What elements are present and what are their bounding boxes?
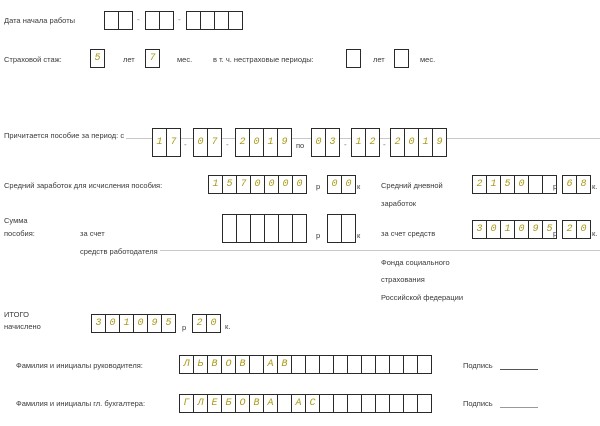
- employer-funds-label: за счет: [80, 229, 105, 238]
- months-unit: мес.: [177, 55, 193, 64]
- accountant-signature-label: Подпись: [463, 399, 493, 408]
- fund-rub-field[interactable]: [472, 220, 556, 239]
- char-cell[interactable]: [375, 394, 390, 413]
- char-cell[interactable]: [347, 394, 362, 413]
- char-cell[interactable]: 0: [206, 314, 221, 333]
- char-cell[interactable]: Л: [179, 355, 194, 374]
- char-cell[interactable]: 0: [327, 175, 342, 194]
- char-cell[interactable]: [292, 214, 307, 243]
- period-from-day-field[interactable]: [152, 128, 180, 157]
- char-cell[interactable]: 1: [351, 128, 366, 157]
- char-cell[interactable]: 0: [514, 220, 529, 239]
- char-cell[interactable]: 7: [166, 128, 181, 157]
- avg-daily-label-cont: заработок: [381, 199, 417, 208]
- date-separator: -: [383, 140, 386, 149]
- employer-kop-field[interactable]: [327, 214, 355, 243]
- char-cell[interactable]: 0: [249, 128, 264, 157]
- char-cell[interactable]: 3: [472, 220, 487, 239]
- char-cell[interactable]: [417, 394, 432, 413]
- char-cell[interactable]: 5: [161, 314, 176, 333]
- fund-name-line3: Российской федерации: [381, 293, 464, 302]
- char-cell[interactable]: 0: [133, 314, 148, 333]
- char-cell[interactable]: [361, 355, 376, 374]
- manager-name-field[interactable]: [179, 355, 431, 374]
- manager-name-label: Фамилия и инициалы руководителя:: [16, 361, 143, 370]
- char-cell[interactable]: [159, 11, 174, 30]
- char-cell[interactable]: [333, 355, 348, 374]
- char-cell[interactable]: [186, 11, 201, 30]
- period-to-label: по: [296, 141, 305, 150]
- rub-unit: р: [553, 182, 558, 191]
- avg-earnings-label: Средний заработок для исчисления пособия:: [4, 181, 163, 190]
- non-insurance-months-field[interactable]: [394, 49, 408, 68]
- char-cell[interactable]: 6: [562, 175, 577, 194]
- char-cell[interactable]: [403, 394, 418, 413]
- char-cell[interactable]: 0: [250, 175, 265, 194]
- rub-unit: р: [316, 231, 321, 240]
- char-cell[interactable]: [319, 355, 334, 374]
- non-insurance-years-field[interactable]: [346, 49, 360, 68]
- non-insurance-label: в т. ч. нестраховые периоды:: [213, 55, 314, 64]
- work-start-month-field[interactable]: [145, 11, 173, 30]
- period-to-year-field[interactable]: [390, 128, 446, 157]
- period-from-month-field[interactable]: [193, 128, 221, 157]
- avg-daily-rub-field[interactable]: [472, 175, 556, 194]
- char-cell[interactable]: [417, 355, 432, 374]
- char-cell[interactable]: [222, 214, 237, 243]
- char-cell[interactable]: [236, 214, 251, 243]
- char-cell[interactable]: 5: [222, 175, 237, 194]
- char-cell[interactable]: 0: [576, 220, 591, 239]
- insurance-experience-label: Страховой стаж:: [4, 55, 62, 64]
- char-cell[interactable]: [277, 394, 292, 413]
- char-cell[interactable]: [389, 394, 404, 413]
- char-cell[interactable]: [214, 11, 229, 30]
- char-cell[interactable]: 5: [542, 220, 557, 239]
- char-cell[interactable]: 0: [404, 128, 419, 157]
- char-cell[interactable]: [305, 355, 320, 374]
- total-label: ИТОГО: [4, 310, 29, 319]
- total-kop-field[interactable]: [192, 314, 220, 333]
- char-cell[interactable]: 0: [278, 175, 293, 194]
- char-cell[interactable]: 1: [152, 128, 167, 157]
- char-cell[interactable]: 0: [292, 175, 307, 194]
- char-cell[interactable]: 1: [418, 128, 433, 157]
- experience-years-field[interactable]: [90, 49, 104, 68]
- char-cell[interactable]: 9: [147, 314, 162, 333]
- char-cell[interactable]: 2: [472, 175, 487, 194]
- benefit-sum-label-cont: пособия:: [4, 229, 35, 238]
- char-cell[interactable]: [528, 175, 543, 194]
- rub-unit: р: [182, 323, 187, 332]
- char-cell[interactable]: Е: [207, 394, 222, 413]
- accountant-name-field[interactable]: [179, 394, 431, 413]
- char-cell[interactable]: 3: [325, 128, 340, 157]
- char-cell[interactable]: [250, 214, 265, 243]
- period-to-day-field[interactable]: [311, 128, 339, 157]
- char-cell[interactable]: [341, 214, 356, 243]
- char-cell[interactable]: [264, 214, 279, 243]
- char-cell[interactable]: [118, 11, 133, 30]
- char-cell[interactable]: 0: [193, 128, 208, 157]
- kop-unit: к: [357, 231, 361, 240]
- experience-months-field[interactable]: [145, 49, 159, 68]
- kop-unit: к.: [592, 229, 598, 238]
- char-cell[interactable]: [145, 11, 160, 30]
- char-cell[interactable]: Г: [179, 394, 194, 413]
- char-cell[interactable]: 2: [235, 128, 250, 157]
- months-unit: мес.: [420, 55, 436, 64]
- char-cell[interactable]: [346, 49, 361, 68]
- char-cell[interactable]: 9: [432, 128, 447, 157]
- char-cell[interactable]: [389, 355, 404, 374]
- char-cell[interactable]: [228, 11, 243, 30]
- employer-funds-label-cont: средств работодателя: [80, 247, 158, 256]
- benefit-sum-label: Сумма: [4, 216, 28, 225]
- char-cell[interactable]: В: [249, 394, 264, 413]
- char-cell[interactable]: [200, 11, 215, 30]
- work-start-year-field[interactable]: [186, 11, 242, 30]
- char-cell[interactable]: 7: [145, 49, 160, 68]
- char-cell[interactable]: 7: [207, 128, 222, 157]
- period-from-year-field[interactable]: [235, 128, 291, 157]
- fund-kop-field[interactable]: [562, 220, 590, 239]
- char-cell[interactable]: 0: [264, 175, 279, 194]
- char-cell[interactable]: [249, 355, 264, 374]
- period-to-month-field[interactable]: [351, 128, 379, 157]
- char-cell[interactable]: Б: [221, 394, 236, 413]
- work-start-label: Дата начала работы: [4, 16, 76, 25]
- char-cell[interactable]: О: [235, 394, 250, 413]
- date-separator: -: [344, 140, 347, 149]
- char-cell[interactable]: [327, 214, 342, 243]
- char-cell[interactable]: 5: [90, 49, 105, 68]
- char-cell[interactable]: 3: [91, 314, 106, 333]
- char-cell[interactable]: 7: [236, 175, 251, 194]
- kop-unit: к.: [225, 322, 231, 331]
- char-cell[interactable]: 1: [119, 314, 134, 333]
- char-cell[interactable]: 1: [500, 220, 515, 239]
- char-cell[interactable]: [375, 355, 390, 374]
- char-cell[interactable]: 5: [500, 175, 515, 194]
- char-cell[interactable]: А: [263, 394, 278, 413]
- avg-daily-label: Средний дневной: [381, 181, 443, 190]
- manager-signature-line[interactable]: [500, 369, 538, 370]
- fund-name-line2: страхования: [381, 275, 425, 284]
- char-cell[interactable]: С: [305, 394, 320, 413]
- date-separator: -: [184, 140, 187, 149]
- char-cell[interactable]: 2: [365, 128, 380, 157]
- char-cell[interactable]: В: [277, 355, 292, 374]
- accountant-name-label: Фамилия и инициалы гл. бухгалтера:: [16, 399, 146, 408]
- char-cell[interactable]: 1: [208, 175, 223, 194]
- char-cell[interactable]: [347, 355, 362, 374]
- years-unit: лет: [123, 55, 135, 64]
- char-cell[interactable]: [104, 11, 119, 30]
- char-cell[interactable]: [361, 394, 376, 413]
- char-cell[interactable]: О: [221, 355, 236, 374]
- char-cell[interactable]: [278, 214, 293, 243]
- char-cell[interactable]: 0: [105, 314, 120, 333]
- kop-unit: к: [357, 182, 361, 191]
- char-cell[interactable]: В: [207, 355, 222, 374]
- employer-rub-field[interactable]: [222, 214, 306, 243]
- char-cell[interactable]: [319, 394, 334, 413]
- char-cell[interactable]: Ь: [193, 355, 208, 374]
- char-cell[interactable]: 0: [514, 175, 529, 194]
- date-separator: -: [178, 15, 181, 24]
- char-cell[interactable]: 0: [311, 128, 326, 157]
- char-cell[interactable]: 2: [562, 220, 577, 239]
- char-cell[interactable]: 1: [263, 128, 278, 157]
- char-cell[interactable]: 0: [486, 220, 501, 239]
- benefit-period-label: Причитается пособие за период: с: [4, 131, 125, 140]
- years-unit: лет: [373, 55, 385, 64]
- char-cell[interactable]: 8: [576, 175, 591, 194]
- char-cell[interactable]: [333, 394, 348, 413]
- char-cell[interactable]: [291, 355, 306, 374]
- char-cell[interactable]: 0: [341, 175, 356, 194]
- char-cell[interactable]: [394, 49, 409, 68]
- rub-unit: р: [553, 229, 558, 238]
- char-cell[interactable]: А: [291, 394, 306, 413]
- char-cell[interactable]: 1: [486, 175, 501, 194]
- rub-unit: р: [316, 182, 321, 191]
- char-cell[interactable]: Л: [193, 394, 208, 413]
- total-rub-field[interactable]: [91, 314, 175, 333]
- date-separator: -: [226, 140, 229, 149]
- char-cell[interactable]: 2: [192, 314, 207, 333]
- avg-earnings-kop-field[interactable]: [327, 175, 355, 194]
- char-cell[interactable]: А: [263, 355, 278, 374]
- fund-name-line1: Фонда социального: [381, 258, 450, 267]
- total-label-cont: начислено: [4, 322, 41, 331]
- fund-funds-label: за счет средств: [381, 229, 436, 238]
- work-start-day-field[interactable]: [104, 11, 132, 30]
- manager-signature-label: Подпись: [463, 361, 493, 370]
- char-cell[interactable]: 2: [390, 128, 405, 157]
- char-cell[interactable]: [403, 355, 418, 374]
- char-cell[interactable]: 9: [528, 220, 543, 239]
- kop-unit: к.: [592, 182, 598, 191]
- char-cell[interactable]: 9: [277, 128, 292, 157]
- char-cell[interactable]: В: [235, 355, 250, 374]
- avg-daily-kop-field[interactable]: [562, 175, 590, 194]
- date-separator: -: [137, 15, 140, 24]
- avg-earnings-rub-field[interactable]: [208, 175, 306, 194]
- accountant-signature-line[interactable]: [500, 407, 538, 408]
